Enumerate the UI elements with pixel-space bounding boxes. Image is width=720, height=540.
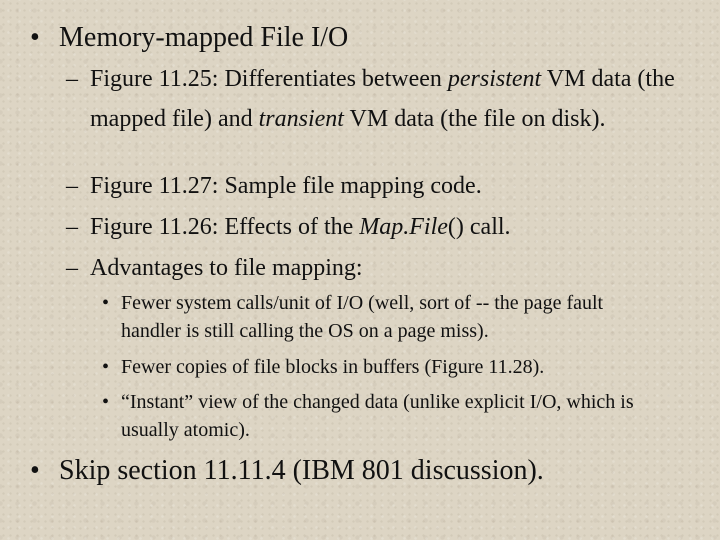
emphasis-transient: transient [258,106,344,132]
bullet-text: Skip section 11.11.4 (IBM 801 discussion). [59,455,544,486]
sub-bullet-figure-11-26 [0,207,720,247]
sub-sub-bullet-text: “Instant” view of the changed data (unlike explicit I/O, which is usually atomic). [121,391,634,441]
sub-bullet-text [90,59,700,139]
sub-bullet-text: Advantages to file mapping: [90,255,363,281]
dash-marker: – [66,214,78,240]
sub-sub-bullet-fewer-system-calls [0,289,720,345]
bullet-skip-section [0,455,720,487]
text-run: Figure 11.26: Effects of the [90,214,360,240]
emphasis-persistent: persistent [447,66,542,92]
text-run: VM data (the file on disk). [343,106,606,132]
sub-bullet-text [90,207,511,247]
bullet-marker: • [30,22,40,53]
sub-sub-bullet-instant-view [0,388,720,444]
sub-bullet-advantages [0,248,720,288]
sub-sub-bullet-fewer-copies [0,353,720,381]
dash-marker: – [66,173,78,199]
text-run: () call. [447,214,511,240]
emphasis-mapfile: Map.File [359,214,448,240]
bullet-marker: • [102,391,110,413]
dash-marker: – [66,255,78,281]
sub-bullet-figure-11-25 [0,59,720,179]
bullet-marker: • [102,292,110,314]
dash-marker: – [66,66,78,92]
text-run: VM data (the mapped file) and [90,66,675,132]
sub-bullet-text: Figure 11.27: Sample file mapping code. [90,173,482,199]
text-run: Figure 11.25: Differentiates between [90,66,448,92]
bullet-marker: • [102,356,110,378]
sub-sub-bullet-text: Fewer system calls/unit of I/O (well, sort of -- the page fault handler is still calling the OS on a page miss). [121,292,604,342]
sub-bullet-figure-11-27 [0,166,720,206]
bullet-memory-mapped-file-io [0,22,720,54]
bullet-marker: • [30,455,40,486]
sub-sub-bullet-text: Fewer copies of file blocks in buffers (Figure 11.28). [121,356,545,378]
bullet-text: Memory-mapped File I/O [59,22,349,53]
